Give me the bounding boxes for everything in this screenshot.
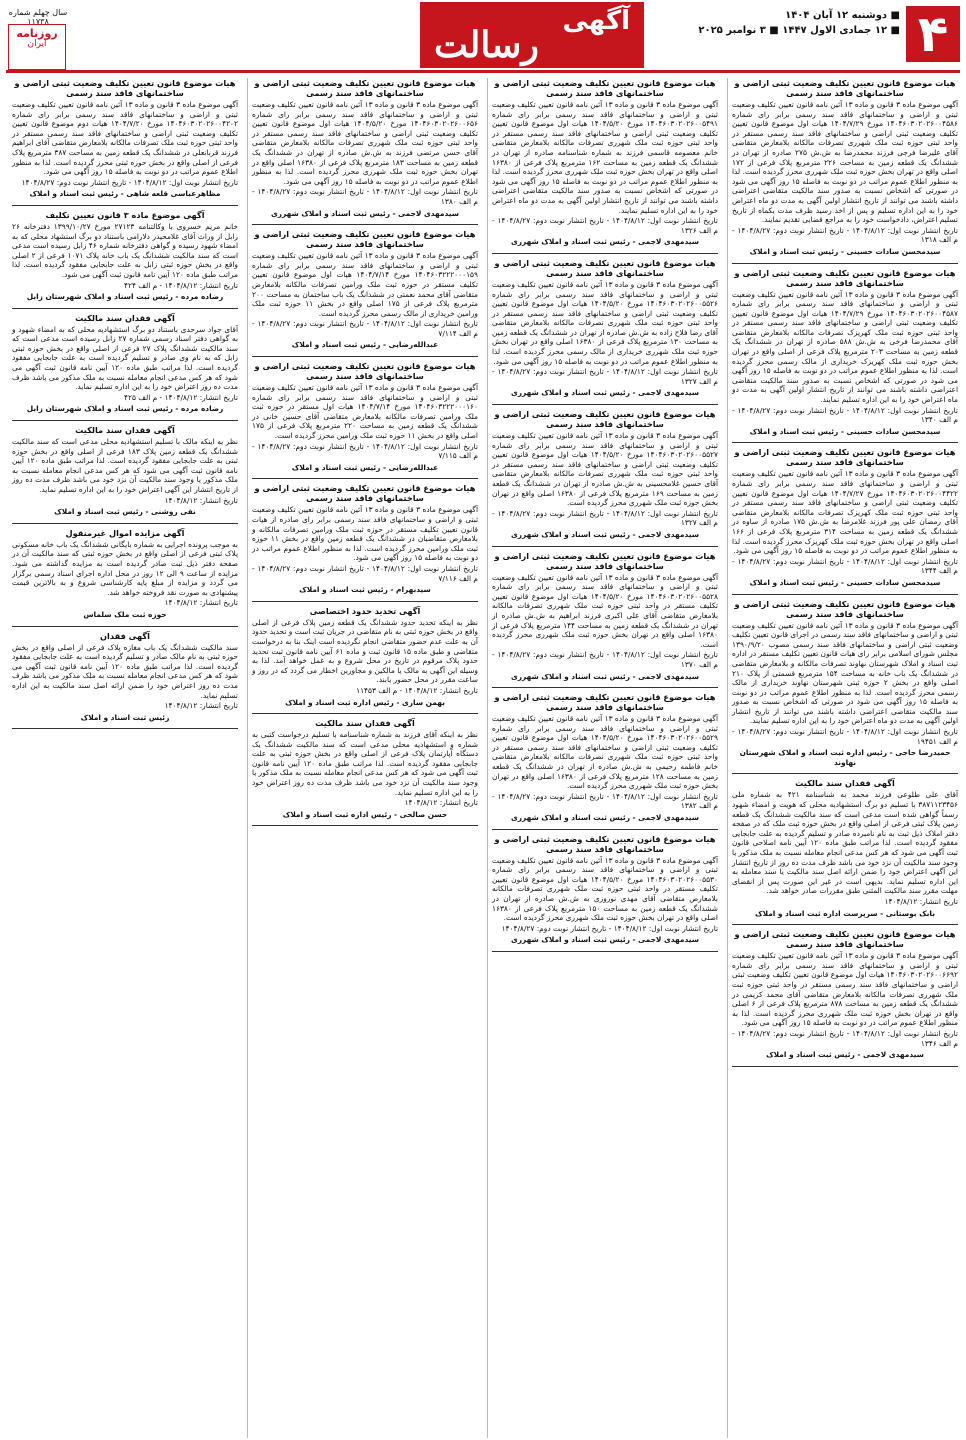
notice-signature: رئیس ثبت اسناد و املاک [80,712,170,722]
date-line-2: ■ ۱۲ جمادی الاول ۱۴۴۷ ■ ۳ نوامبر ۲۰۲۵ [698,25,900,36]
notice-dates: تاریخ انتشار: ۱۴۰۴/۸/۱۲ - م الف ۴۲۵ [124,392,238,402]
notice-signature: نقی روشنی - رئیس ثبت اسناد و املاک [54,507,196,517]
notice-signature: سیدبهرام - رئیس ثبت اسناد و املاک [299,585,431,595]
notice-title: هیات موضوع قانون تعیین تکلیف وضعیت ثبتی اراضی و ساختمانهای فاقد سند رسمی [734,267,956,288]
notice-signature: سیدمهدی لاجمی - رئیس ثبت اسناد و املاک شهرری [510,813,700,823]
legal-notice [492,551,718,682]
notice-signature: رضاده مرده - رئیس ثبت اسناد و املاک شهرستان زابل [26,292,224,302]
notice-title: آگهی موضوع ماده ۳ قانون تعیین تکلیف [45,209,205,220]
notice-signature: سیدمحسن سادات حسینی - رئیس ثبت اسناد و املاک [749,246,941,256]
notice-body: آگهی موضوع ماده ۳ قانون و ماده ۱۳ آئین نامه قانون تعیین تکلیف وضعیت ثبتی و اراضی و ساختمانهای فاقد سند رسمی برابر رای شماره ۱۴۰۴۶۰۳۰۲۰۲۶۰۰۶۶۹۲ هیات اول موضوع قانون تعیین تکلیف وضعیت ثبتی اراضی و ساختمانهای فاقد سند رسمی مستقر در واحد ثبتی حوزه ثبت ملک شهرری تصرفات مالکانه بلامعارض متقاضی آقای محمد کریمی در ششدانگ یک قطعه زمین به مساحت ۸۷۸ مترمربع پلاک فرعی از ۶ اصلی واقع در تهران بخش حوزه ثبت ملک شهرری محرز گردیده است. لذا به منظور اطلاع عموم مراتب در دو نوبت به فاصله ۱۵ روز آگهی می شود. [732,951,958,1028]
notice-body: آگهی موضوع ماده ۳ قانون و ماده ۱۳ آئین نامه قانون تعیین تکلیف وضعیت ثبتی و اراضی و ساختمانهای فاقد سند رسمی برابر رای شماره ۱۴۰۴۶۰۳۰۲۰۲۶۰۰۶۵۶ مورخ ۱۴۰۴/۵/۲۰ هیات اول موضوع قانون تعیین تکلیف وضعیت ثبتی اراضی و ساختمانهای فاقد سند رسمی مستقر در واحد ثبتی حوزه ثبت ملک شهرری تصرفات مالکانه بلامعارض متقاضی آقای حسن مرتضی فرزند به ش.ش صادره از تهران در ششدانگ یک قطعه زمین به مساحت ۱۸۳ مترمربع پلاک فرعی از ۱۶۳۸۰ اصلی واقع در تهران بخش حوزه ثبت ملک شهرری محرز گردیده است. لذا به منظور اطلاع عموم مراتب در دو نوبت به فاصله ۱۵ روز آگهی می شود. [252,100,478,186]
notice-body: نظر به اینکه مالک با تسلیم استشهادیه محلی مدعی است که سند مالکیت ششدانگ یک قطعه زمین پلاک ۱۸۳ فرعی از اصلی واقع در بخش حوزه ثبتی به علت جابجایی مفقود گردیده است. لذا مراتب طبق ماده ۱۲۰ آیین نامه قانون ثبت آگهی می شود که هر کس مدعی انجام معامله نسبت به ملک مذکور یا وجود سند مالکیت آن نزد خود می باشد ظرف مدت ده روز از تاریخ انتشار این آگهی اعتراض خود را به این اداره تسلیم نماید. [12,437,238,494]
legal-notice [252,229,478,350]
notice-divider [492,253,718,254]
column-3 [247,78,482,1438]
notice-body: آگهی موضوع ماده ۳ قانون و ماده ۱۳ آئین نامه قانون تعیین تکلیف وضعیت ثبتی و اراضی و ساختمانهای فاقد سند رسمی برابر رای شماره ۱۴۰۴۶۰۳۰۲۰۲۶۰۰۵۵۲۸ مورخ ۱۴۰۴/۵/۲۰ هیات اول موضوع قانون تعیین تکلیف مستقر در واحد ثبتی حوزه ثبت ملک شهرری تصرفات مالکانه بلامعارض متقاضی آقای علی اکبری فرزند ابراهیم به ش.ش صادره از تهران در ششدانگ یک قطعه زمین به مساحت ۱۴۴ مترمربع پلاک فرعی از ۱۶۳۸۰ اصلی واقع در تهران بخش حوزه ثبت ملک شهرری محرز گردیده است. [492,572,718,649]
notice-title: هیات موضوع قانون تعیین تکلیف وضعیت ثبتی اراضی و ساختمانهای فاقد سند رسمی [254,483,476,504]
notice-body: آقای جواد سرحدی باستناد دو برگ استشهادیه محلی که به امضاء شهود و به گواهی دفتر اسناد رسمی شماره ۲۷ زابل رسیده است مدعی است که سند مالکیت ششدانگ پلاک ۲۷ فرعی از اصلی واقع در بخش حوزه ثبتی زابل که به نام وی صادر و تسلیم گردیده است به علت جابجایی مفقود گردیده است. لذا مراتب طبق ماده ۱۲۰ آیین نامه قانون ثبت آگهی می شود که هر کس مدعی انجام معامله نسبت به ملک مذکور می باشد ظرف مدت ده روز اعتراض خود را به این اداره تسلیم نماید. [12,324,238,392]
notice-dates: تاریخ انتشار نوبت اول: ۱۴۰۴/۸/۱۲ - تاریخ انتشار نوبت دوم: ۱۴۰۴/۸/۲۷ - م الف ۱۳۷۰ [492,650,718,669]
notice-dates: تاریخ انتشار نوبت اول: ۱۴۰۴/۸/۱۲ - تاریخ انتشار نوبت دوم: ۱۴۰۴/۸/۲۷ - م الف ۷/۱۱۶ [252,563,478,583]
notice-dates: تاریخ انتشار نوبت اول: ۱۴۰۴/۸/۱۲ - تاریخ انتشار نوبت دوم: ۱۴۰۴/۸/۲۷ [501,923,718,933]
legal-notice [492,409,718,540]
notice-dates: تاریخ انتشار: ۱۴۰۴/۸/۱۲ [164,495,238,505]
notice-body: نظر به اینکه آقای فرزند به شماره شناسنامه با تسلیم درخواست کتبی به شماره و استشهادیه محلی مدعی است که سند مالکیت ششدانگ یک دستگاه آپارتمان پلاک فرعی از اصلی واقع در بخش حوزه ثبتی به علت جابجایی مفقود گردیده است. لذا مراتب طبق ماده ۱۲۰ آیین نامه قانون ثبت آگهی می شود که هر کس مدعی انجام معامله نسبت به ملک مذکور یا وجود سند مالکیت آن نزد خود می باشد ظرف مدت ده روز اعتراض خود را به این اداره تسلیم نماید. [252,730,478,797]
legal-notice [252,606,478,707]
notice-title: هیات موضوع قانون تعیین تکلیف وضعیت ثبتی اراضی و ساختمانهای فاقد سند رسمی [494,409,716,430]
notice-dates: تاریخ انتشار: ۱۴۰۴/۸/۱۲ [404,798,478,808]
notice-body: آگهی موضوع ماده ۳ قانون و ماده ۱۳ آئین نامه قانون تعیین تکلیف وضعیت ثبتی و اراضی و ساختمانهای فاقد سند رسمی برابر رای شماره ۱۴۰۴۶۰۳۰۲۰۲۶۰۰۵۵۲۹ مورخ ۱۴۰۴/۵/۲۰ هیات اول موضوع قانون تعیین تکلیف وضعیت ثبتی اراضی و ساختمانهای فاقد سند رسمی مستقر در واحد ثبتی حوزه ثبت ملک شهرری تصرفات مالکانه بلامعارض متقاضی خانم فاطمه رحیمی به ش.ش صادره از تهران در ششدانگ یک قطعه زمین به مساحت ۱۲۸ مترمربع پلاک فرعی از ۱۶۳۸۰ اصلی واقع در تهران بخش حوزه ثبت ملک شهرری محرز گردیده است. [492,714,718,791]
issue-number: سال چهلم شماره ۱۱۷۳۸ [8,8,68,26]
legal-notice [12,528,238,620]
legal-notice [492,834,718,945]
notice-title: هیات موضوع قانون تعیین تکلیف وضعیت ثبتی اراضی و ساختمانهای فاقد سند رسمی [494,833,716,854]
notice-divider [252,713,478,714]
masthead-rule [6,70,960,73]
legal-notice [492,258,718,398]
notice-divider [492,404,718,405]
section-title: آگهی [562,6,630,36]
notice-dates: تاریخ انتشار: ۱۴۰۴/۸/۱۲ [164,598,238,608]
notice-title: هیات موضوع قانون تعیین تکلیف وضعیت ثبتی اراضی و ساختمانهای فاقد سند رسمی [494,78,716,98]
legal-notice [732,778,958,918]
legal-notice [252,718,478,819]
notice-title: هیات موضوع قانون تعیین تکلیف وضعیت ثبتی اراضی و ساختمانهای فاقد سند رسمی [254,361,476,382]
notice-divider [252,825,478,826]
logo-line-2: ایران [27,39,47,49]
notice-signature: حسن صالحی - رئیس اداره ثبت اسناد و املاک [282,809,448,819]
notice-signature: عبدالله‌رضایی - رئیس ثبت اسناد و املاک [291,462,439,472]
notice-signature: مظاهرعباسی قلعه شاهی - رئیس ثبت اسناد و املاک [29,189,221,199]
notice-divider [732,924,958,925]
notice-dates: تاریخ انتشار نوبت اول: ۱۴۰۴/۸/۱۲ - تاریخ انتشار نوبت دوم: ۱۴۰۴/۸/۲۷ - م الف ۱۳۸۲ [492,791,718,811]
notice-body: آگهی موضوع ماده ۳ قانون و ماده ۱۳ آئین نامه قانون تعیین تکلیف وضعیت ثبتی و اراضی و ساختمانهای فاقد سند رسمی برابر رای شماره ۱۴۰۴۶۰۳۲۲۲۰۰۰۱۵۹ مورخ ۱۴۰۴/۷/۱۴ هیات اول موضوع قانون تعیین تکلیف مستقر در حوزه ثبت ملک ورامین تصرفات مالکانه بلامعارض متقاضی آقای محمد نعمتی در ششدانگ یک باب ساختمان به مساحت ۲۰۰ مترمربع پلاک فرعی از ۱۷۵ اصلی واقع در بخش ۱۱ حوزه ثبت ملک ورامین خریداری از مالک رسمی محرز گردیده است. [252,251,478,318]
notice-divider [732,1066,958,1067]
notice-signature: سیدمهدی لاجمی - رئیس ثبت اسناد و املاک [766,1050,924,1060]
notice-dates: تاریخ انتشار نوبت اول: ۱۴۰۴/۸/۱۲ - تاریخ انتشار نوبت دوم: ۱۴۰۴/۸/۲۷ - م الف ۱۳۲۷ [492,508,718,528]
notice-title: آگهی مزایده اموال غیرمنقول [65,527,185,538]
notice-divider [732,442,958,443]
notice-body: آگهی موضوع ماده ۳ قانون و ماده ۱۳ آئین نامه قانون تعیین تکلیف وضعیت ثبتی و اراضی و ساختمانهای فاقد سند رسمی برابر رای شماره ۱۴۰۴۶۰۳۰۲۰۲۶۰۰۵۵۲۷ مورخ ۱۴۰۴/۵/۲۰ هیات اول موضوع قانون تعیین تکلیف وضعیت ثبتی اراضی و ساختمانهای فاقد سند رسمی مستقر در واحد ثبتی حوزه ثبت ملک شهرری تصرفات مالکانه بلامعارض متقاضی آقای حسین غلامحسینی به ش.ش صادره از تهران در ششدانگ یک قطعه زمین به مساحت ۱۶۹ مترمربع پلاک فرعی از ۱۶۳۸۰ اصلی واقع در تهران بخش حوزه ثبت ملک شهرری محرز گردیده است. [492,431,718,508]
notice-body: نظر به اینکه تحدید حدود ششدانگ یک قطعه زمین پلاک فرعی از اصلی واقع در بخش حوزه ثبتی به نام متقاضی در جریان ثبت است و تحدید حدود آن به علت عدم حضور متقاضی انجام نگردیده است اینک بنا به درخواست متقاضی و طبق ماده ۱۵ قانون ثبت و ماده ۶۱ آیین نامه قانون ثبت تحدید حدود پلاک مرقوم در تاریخ در محل شروع و به عمل خواهد آمد. لذا به وسیله این آگهی به مالک یا مالکین و مجاورین اخطار می گردد که در روز و ساعت مقرر در محل حضور یابند. [252,617,479,685]
notice-dates: تاریخ انتشار نوبت اول: ۱۴۰۴/۸/۱۲ - تاریخ انتشار نوبت دوم: ۱۴۰۴/۸/۲۷ - م الف ۷/۱۱۴ [252,319,478,338]
notice-divider [12,523,238,524]
legal-notice [732,78,958,257]
notice-divider [252,478,478,479]
notice-signature: سیدمهدی لاجمی - رئیس ثبت اسناد و املاک شهرری [510,935,700,945]
notice-title: هیات موضوع قانون تعیین تکلیف وضعیت ثبتی اراضی و ساختمانهای فاقد سند رسمی [734,929,956,950]
notice-signature: سیدمهدی لاجمی - رئیس ثبت اسناد و املاک شهرری [270,208,460,218]
page-number: ۴ [906,6,960,62]
date-block [670,8,900,38]
legal-notice [252,483,478,594]
notice-signature: سیدمهدی لاجمی - رئیس ثبت اسناد و املاک شهرری [510,237,700,247]
notice-body: به موجب پرونده اجرایی به شماره بایگانی ششدانگ یک باب خانه مسکونی پلاک ثبتی فرعی از اصلی واقع در بخش حوزه ثبتی که سند مالکیت آن در صفحه دفتر ذیل ثبت صادر گردیده است به مزایده گذاشته می شود. مزایده از ساعت ۹ الی ۱۲ روز در محل اداره اجرای اسناد رسمی برگزار می گردد و مزایده از مبلغ پایه کارشناسی شروع و به بالاترین قیمت پیشنهادی به صورت نقد فروخته خواهد شد. [12,539,238,597]
notice-divider [12,728,238,729]
notice-body: آگهی موضوع ماده ۳ قانون و ماده ۱۳ آئین نامه قانون تعیین تکلیف وضعیت ثبتی و اراضی و ساختمانهای فاقد سند رسمی برابر رای شماره ۱۴۰۴۶۰۳۰۲۰۲۶۰۰۵۴۹۱ مورخ ۱۴۰۴/۵/۲۰ هیات اول موضوع قانون تعیین تکلیف وضعیت ثبتی اراضی و ساختمانهای فاقد سند رسمی مستقر در واحد ثبتی حوزه ثبت ملک شهرری تصرفات مالکانه بلامعارض متقاضی خانم معصومه قاسمی فرزند به شماره شناسنامه صادره از تهران در ششدانگ یک قطعه زمین به مساحت ۱۶۲ مترمربع پلاک فرعی از ۱۶۳۸۰ اصلی واقع در تهران بخش حوزه ثبت ملک شهرری محرز گردیده است. لذا به منظور اطلاع عموم مراتب در دو نوبت به فاصله ۱۵ روز آگهی می شود در صورتی که اشخاص نسبت به صدور سند مالکیت متقاضی اعتراضی داشته باشند می توانند از تاریخ انتشار اولین آگهی به مدت دو ماه اعتراض خود را به این اداره تسلیم نمایند. [492,100,718,215]
notice-title: هیات موضوع قانون تعیین تکلیف وضعیت ثبتی اراضی و ساختمانهای فاقد سند رسمی [494,550,716,571]
legal-notice [12,425,238,517]
notice-signature: سیدمهدی لاجمی - رئیس ثبت اسناد و املاک شهرری [510,388,700,398]
notice-title: هیات موضوع قانون تعیین تکلیف وضعیت ثبتی اراضی و ساختمانهای فاقد سند رسمی [734,598,956,619]
masthead [0,0,966,72]
notice-body: آگهی موضوع ماده ۳ قانون و ماده ۱۳ آئین نامه قانون تعیین تکلیف وضعیت ثبتی و اراضی و ساختمانهای فاقد سند رسمی برابر رای شماره ۱۴۰۴۶۰۳۰۲۰۲۶۰۰۴۵۸۷ مورخ ۱۴۰۴/۷/۲۹ هیات اول موضوع قانون تعیین تکلیف وضعیت ثبتی اراضی و ساختمانهای فاقد سند رسمی مستقر در واحد ثبتی حوزه ثبت ملک کهریزک تصرفات مالکانه بلامعارض متقاضی آقای محمدرضا فرخی به ش.ش ۵۸۸ صادره از تهران در ششدانگ یک قطعه زمین به مساحت ۲۰۳ مترمربع پلاک فرعی از اصلی واقع در تهران بخش حوزه ثبت ملک کهریزک خریداری از مالک رسمی محرز گردیده است. لذا به منظور اطلاع عموم مراتب در دو نوبت به فاصله ۱۵ روز آگهی می شود در صورتی که اشخاص نسبت به صدور سند مالکیت متقاضی اعتراضی داشته باشند می توانند از تاریخ انتشار اولین آگهی به مدت دو ماه اعتراض خود را به این اداره تسلیم نمایند. [732,289,958,405]
notice-title: هیات موضوع قانون تعیین تکلیف وضعیت ثبتی اراضی و ساختمانهای فاقد سند رسمی [254,78,476,98]
notice-signature: بهمن ساری - رئیس اداره ثبت اسناد و املاک [285,697,445,707]
notice-signature: سیدمحسن سادات حسینی - رئیس ثبت اسناد و املاک [749,426,941,436]
legal-notice [492,692,718,823]
notice-body: خانم مریم خسروی با وکالتنامه ۲۷۱۲۳ مورخ ۱۳۹۹/۱۰/۲۷ دفترخانه ۲۶ زابل از وراث آقای غلامحیدر دلارامی باستناد دو برگ استشهاد محلی که به امضاء شهود رسیده و گواهی دفترخانه شماره ۴۶ زابل رسیده است مدعی است که سند مالکیت ششدانگ یک باب خانه پلاک ۱۰۷۱ فرعی از ۲ اصلی واقع در بخش حوزه ثبتی زابل به علت جابجایی مفقود گردیده است. لذا مراتب طبق ماده ۱۲۰ آیین نامه قانون ثبت آگهی می شود. [12,221,238,279]
legal-notice [252,78,478,218]
legal-notice [732,929,958,1060]
legal-notice [12,313,238,414]
notice-dates: تاریخ انتشار نوبت اول: ۱۴۰۴/۸/۱۲ - تاریخ انتشار نوبت دوم: ۱۴۰۴/۸/۲۷ - م الف ۱۳۴۰ [732,405,958,425]
notice-body: آگهی موضوع ماده ۳ قانون و ماده ۱۳ آئین نامه قانون تعیین تکلیف وضعیت ثبتی و اراضی و ساختمانهای فاقد سند رسمی برابر رای شماره ۱۴۰۴۶۰۳۰۲۰۲۶۰۰۴۵۸۶ مورخ ۱۴۰۴/۷/۲۹ هیات اول موضوع قانون تعیین تکلیف وضعیت ثبتی اراضی و ساختمانهای فاقد سند رسمی مستقر در واحد ثبتی حوزه ثبت ملک شهرری تصرفات مالکانه بلامعارض متقاضی آقای علیرضا فرجی فرزند محمدرضا به ش.ش ۲۷۵ صادره از تهران در ششدانگ یک قطعه زمین به مساحت ۲۲۶ مترمربع پلاک فرعی از ۱۷۲ اصلی واقع در تهران بخش حوزه ثبت ملک شهرری محرز گردیده است. لذا به منظور اطلاع عموم مراتب در دو نوبت به فاصله ۱۵ روز آگهی می شود در صورتی که اشخاص نسبت به صدور سند مالکیت متقاضی اعتراضی داشته باشند می توانند از تاریخ انتشار اولین آگهی به مدت دو ماه اعتراض خود را به این اداره تسلیم و پس از اخذ رسید ظرف مدت یکماه از تاریخ تسلیم اعتراض، دادخواست خود را به مراجع قضایی تقدیم نمایند. [732,100,958,225]
notice-divider [492,951,718,952]
logo-line-1: روزنامه [16,27,58,40]
notice-dates: تاریخ انتشار نوبت اول: ۱۴۰۴/۸/۱۲ - تاریخ انتشار نوبت دوم: ۱۴۰۴/۸/۲۷ - م الف ۱۹۴۵۱ [732,727,958,746]
ad-columns [4,78,962,1438]
legal-notice [12,631,238,723]
notice-divider [12,626,238,627]
notice-body: سند مالکیت ششدانگ یک باب مغازه پلاک فرعی از اصلی واقع در بخش حوزه ثبتی به نام مالک صادر و تسلیم گردیده است به علت جابجایی مفقود گردیده است. لذا مراتب طبق ماده ۱۲۰ آیین نامه قانون ثبت آگهی می شود که هر کس مدعی انجام معامله نسبت به ملک مذکور می باشد ظرف مدت ده روز اعتراض خود را ضمن ارائه اصل سند مالکیت به این اداره تسلیم نماید. [12,642,238,700]
notice-title: هیات موضوع قانون تعیین تکلیف وضعیت ثبتی اراضی و ساختمانهای فاقد سند رسمی [494,257,716,278]
notice-dates: تاریخ انتشار: ۱۴۰۴/۸/۱۲ - م الف ۱۱۴۵۳ [356,685,478,695]
notice-signature: حمیدرضا حاجی - رئیس اداره ثبت اسناد و املاک شهرستان نهاوند [739,748,951,767]
notice-body: آگهی موضوع ماده ۳ قانون و ماده ۱۳ آئین نامه قانون تعیین تکلیف وضعیت ثبتی و اراضی و ساختمانهای فاقد سند رسمی برابر رای شماره ۱۴۰۴۶۰۳۰۲۰۲۶۰۰۴۴۲۲ مورخ ۱۴۰۴/۷/۲۷ هیات اول موضوع قانون تعیین تکلیف وضعیت ثبتی اراضی و ساختمانهای فاقد سند رسمی مستقر در واحد ثبتی حوزه ثبت ملک کهریزک تصرفات مالکانه بلامعارض متقاضی آقای رمضان علی پور فرزند غلامرضا به ش.ش ۱۷۵ صادره از ساوه در ششدانگ یک قطعه زمین به مساحت ۳۱۴ مترمربع پلاک فرعی از ۱۶۶ اصلی واقع در تهران بخش حوزه ثبت ملک کهریزک محرز گردیده است. لذا به منظور اطلاع عموم مراتب در دو نوبت به فاصله ۱۵ روز آگهی می شود. [732,469,958,556]
notice-dates: تاریخ انتشار نوبت اول: ۱۴۰۴/۸/۱۲ - تاریخ انتشار نوبت دوم: ۱۴۰۴/۸/۲۷ - م الف ۱۳۲۶ [492,216,718,235]
notice-title: هیات موضوع قانون تعیین تکلیف وضعیت ثبتی اراضی و ساختمانهای فاقد سند رسمی [734,447,956,468]
notice-divider [732,773,958,774]
notice-divider [12,420,238,421]
notice-signature: رضاده مرده - رئیس ثبت اسناد و املاک شهرستان زابل [26,404,224,414]
date-line-1: ■ دوشنبه ۱۲ آبان ۱۴۰۴ [785,10,900,21]
notice-title: هیات موضوع قانون تعیین تکلیف وضعیت ثبتی اراضی و ساختمانهای فاقد سند رسمی [494,692,716,713]
notice-title: هیات موضوع قانون تعیین تکلیف وضعیت ثبتی اراضی و ساختمانهای فاقد سند رسمی [14,78,236,98]
notice-dates: تاریخ انتشار: ۱۴۰۴/۸/۱۲ - م الف ۴۲۴ [124,280,238,290]
notice-divider [12,308,238,309]
notice-body: آگهی موضوع ماده ۳ قانون و ماده ۱۳ آئین نامه قانون تعیین تکلیف وضعیت ثبتی و اراضی و ساختمانهای فاقد سند رسمی در اجرای قانون تعیین تکلیف وضعیت ثبتی اراضی و ساختمانهای فاقد سند رسمی مصوب ۱۳۹۰/۹/۲۰ مجلس شورای اسلامی برابر رای هیات قانون تعیین تکلیف مستقر در اداره ثبت اسناد و املاک شهرستان نهاوند تصرفات مالکانه و بلامعارض متقاضی در ششدانگ یک باب خانه به مساحت ۱۵۴ مترمربع قسمتی از پلاک ۲۱۰ اصلی واقع در بخش ۲ حوزه ثبتی شهرستان نهاوند خریداری از مالک رسمی محرز گردیده است. لذا به منظور اطلاع عموم مراتب در دو نوبت به فاصله ۱۵ روز آگهی می شود در صورتی که اشخاص نسبت به صدور سند مالکیت متقاضی اعتراضی داشته باشند می توانند از تاریخ انتشار اولین آگهی به مدت دو ماه اعتراض خود را به این اداره تسلیم نمایند. [732,620,958,726]
notice-body: آگهی موضوع ماده ۳ قانون و ماده ۱۳ آئین نامه قانون تعیین تکلیف وضعیت ثبتی و اراضی و ساختمانهای فاقد سند رسمی برابر رای صادره از هیات قانون تعیین تکلیف مستقر در حوزه ثبت ملک ورامین تصرفات مالکانه و بلامعارض متقاضیان در ششدانگ یک قطعه زمین واقع در بخش ۱۱ حوزه ثبت ملک ورامین محرز گردیده است. لذا به منظور اطلاع عموم مراتب در دو نوبت به فاصله ۱۵ روز آگهی می شود. [252,505,478,563]
notice-dates: تاریخ انتشار نوبت اول: ۱۴۰۴/۸/۱۲ - تاریخ انتشار نوبت دوم: ۱۴۰۴/۸/۲۷ - م الف ۱۳۸۰ [252,187,478,206]
notice-title: آگهی فقدان [100,630,150,641]
notice-dates: تاریخ انتشار: ۱۴۰۴/۸/۱۲ [164,701,238,711]
notice-title: آگهی فقدان سند مالکیت [795,778,895,789]
notice-dates: تاریخ انتشار نوبت اول: ۱۴۰۴/۸/۱۲ - تاریخ انتشار نوبت دوم: ۱۴۰۴/۸/۲۷ - م الف ۱۳۲۷ [492,367,718,386]
notice-signature: سیدمهدی لاجمی - رئیس ثبت اسناد و املاک شهرری [510,529,700,539]
notice-body: آقای علی طلوعی فرزند محمد به شناسنامه ۴۲۱ به شماره ملی ۳۸۷۱۱۲۳۴۵۶ با تسلیم دو برگ استشهادیه محلی که هویت و امضاء شهود رسماً گواهی شده است مدعی است که سند مالکیت ششدانگ یک قطعه زمین پلاک ثبتی فرعی از اصلی واقع در بخش حوزه ثبت ملک که در صفحه دفتر املاک ذیل ثبت به نام نامبرده صادر و تسلیم گردیده به علت جابجایی مفقود گردیده است. لذا مراتب طبق ماده ۱۲۰ آیین نامه اصلاحی قانون ثبت آگهی می شود که هر کس مدعی انجام معامله نسبت به ملک مذکور یا وجود سند مالکیت آن نزد خود می باشد ظرف مدت ده روز از تاریخ انتشار این آگهی اعتراض خود را ضمن ارائه اصل سند مالکیت یا سند معامله به این اداره تسلیم نماید. بدیهی است در غیر این صورت پس از انقضای مهلت مقرر سند مالکیت المثنی طبق مقررات صادر خواهد شد. [732,790,958,896]
notice-dates: تاریخ انتشار: ۱۴۰۴/۸/۱۲ [884,896,958,906]
notice-signature: بابک بوستانی - سرپرست اداره ثبت اسناد و املاک [755,908,935,918]
notice-divider [732,594,958,595]
notice-title: آگهی فقدان سند مالکیت [75,312,175,323]
notice-divider [492,687,718,688]
notice-body: آگهی موضوع ماده ۳ قانون و ماده ۱۳ آئین نامه قانون تعیین تکلیف وضعیت ثبتی و اراضی و ساختمانهای فاقد سند رسمی برابر رای شماره ۱۴۰۴۶۰۳۰۲۰۲۶۰۰۵۵۲۶ مورخ ۱۴۰۴/۵/۲۰ هیات اول موضوع قانون تعیین تکلیف وضعیت ثبتی اراضی و ساختمانهای فاقد سند رسمی مستقر در واحد ثبتی حوزه ثبت ملک شهرری تصرفات مالکانه بلامعارض متقاضی آقای رضا فلاح زاده به ش.ش صادره از تهران در ششدانگ یک قطعه زمین به مساحت ۱۳۰ مترمربع پلاک فرعی از ۱۶۳۸۰ اصلی واقع در تهران بخش حوزه ثبت ملک شهرری خریداری از مالک رسمی محرز گردیده است. لذا به منظور اطلاع عموم مراتب در دو نوبت به فاصله ۱۵ روز آگهی می شود. [492,279,718,366]
legal-notice [732,268,958,437]
legal-notice [252,361,478,472]
notice-divider [492,829,718,830]
notice-body: آگهی موضوع ماده ۳ قانون و ماده ۱۳ آئین نامه قانون تعیین تکلیف وضعیت ثبتی و اراضی و ساختمانهای فاقد سند رسمی برابر رای شماره ۱۴۰۴۶۰۳۰۲۰۲۶۰۰۵۵۳۰ مورخ ۱۴۰۴/۵/۲۰ هیات اول موضوع قانون تعیین تکلیف مستقر در واحد ثبتی حوزه ثبت ملک شهرری تصرفات مالکانه بلامعارض متقاضی آقای مهدی نوروزی به ش.ش صادره از تهران در ششدانگ یک قطعه زمین به مساحت ۱۵۰ مترمربع پلاک فرعی از ۱۶۳۸۰ اصلی واقع در تهران بخش حوزه ثبت ملک شهرری محرز گردیده است. [492,855,718,923]
legal-notice [732,447,958,587]
notice-dates: تاریخ انتشار نوبت اول: ۱۴۰۴/۸/۱۲ - تاریخ انتشار نوبت دوم: ۱۴۰۴/۸/۲۷ [21,177,238,187]
notice-dates: تاریخ انتشار نوبت اول: ۱۴۰۴/۸/۱۲ - تاریخ انتشار نوبت دوم: ۱۴۰۴/۸/۲۷ - م الف ۱۳۴۶ [732,1028,958,1048]
column-1 [727,78,962,1438]
notice-title: آگهی فقدان سند مالکیت [315,718,415,729]
section-banner [420,2,644,68]
notice-signature: سیدمحسن سادات حسینی - رئیس ثبت اسناد و املاک [749,577,941,587]
notice-body: آگهی موضوع ماده ۳ قانون و ماده ۱۳ آئین نامه قانون تعیین تکلیف وضعیت ثبتی و اراضی و ساختمانهای فاقد سند رسمی برابر رای شماره ۱۴۰۴۶۰۳۲۲۲۰۰۰۱۶۰ مورخ ۱۴۰۴/۷/۱۴ هیات اول مستقر در حوزه ثبت ملک ورامین تصرفات مالکانه بلامعارض متقاضی آقای حسین خانی در ششدانگ یک قطعه زمین به مساحت ۲۲۰ مترمربع پلاک فرعی از ۱۷۵ اصلی واقع در بخش ۱۱ حوزه ثبت ملک ورامین محرز گردیده است. [252,383,478,441]
notice-title: آگهی فقدان سند مالکیت [75,425,175,436]
legal-notice [492,78,718,247]
notice-dates: تاریخ انتشار نوبت اول: ۱۴۰۴/۸/۱۲ - تاریخ انتشار نوبت دوم: ۱۴۰۴/۸/۲۷ - م الف ۷/۱۱۵ [252,441,478,461]
notice-signature: سیدمهدی لاجمی - رئیس ثبت اسناد و املاک شهرری [510,671,700,681]
notice-divider [252,601,478,602]
notice-dates: تاریخ انتشار نوبت اول: ۱۴۰۴/۸/۱۲ - تاریخ انتشار نوبت دوم: ۱۴۰۴/۸/۲۷ - م الف ۱۳۴۴ [732,556,958,576]
paper-name: رسالت [434,24,539,66]
notice-divider [732,263,958,264]
notice-divider [12,205,238,206]
notice-signature: عبدالله‌رضایی - رئیس ثبت اسناد و املاک [291,340,439,350]
notice-body: آگهی موضوع ماده ۳ قانون و ماده ۱۳ آئین نامه قانون تعیین تکلیف وضعیت ثبتی و اراضی و ساختمانهای فاقد سند رسمی برابر رای شماره ۱۴۰۴۶۰۳۰۲۰۲۶۰۰۴۲۰۲ مورخ ۱۴۰۴/۷/۲۰ هیات دوم موضوع قانون تعیین تکلیف وضعیت ثبتی اراضی و ساختمانهای فاقد سند رسمی مستقر در واحد ثبتی حوزه ثبت ملک تصرفات مالکانه بلامعارض متقاضی آقای ابراهیم فرزند قربانعلی در ششدانگ یک قطعه زمین به مساحت ۳۸۷ مترمربع پلاک فرعی از اصلی واقع در بخش حوزه ثبتی محرز گردیده است. لذا به منظور اطلاع عموم مراتب در دو نوبت به فاصله ۱۵ روز آگهی می شود. [12,100,238,177]
legal-notice [732,599,958,768]
notice-signature: حوزه ثبت ملک سلماس [83,609,167,619]
notice-dates: تاریخ انتشار نوبت اول: ۱۴۰۴/۸/۱۲ - تاریخ انتشار نوبت دوم: ۱۴۰۴/۸/۲۷ - م الف ۱۳۱۸ [732,225,958,245]
notice-title: هیات موضوع قانون تعیین تکلیف وضعیت ثبتی اراضی و ساختمانهای فاقد سند رسمی [734,78,956,98]
notice-divider [252,224,478,225]
column-4 [8,78,242,1438]
legal-notice [12,78,238,199]
notice-title: هیات موضوع قانون تعیین تکلیف وضعیت ثبتی اراضی و ساختمانهای فاقد سند رسمی [254,229,476,250]
column-2 [487,78,722,1438]
paper-logo [8,24,66,70]
legal-notice [12,210,238,302]
notice-divider [252,356,478,357]
notice-divider [492,546,718,547]
notice-title: آگهی تحدید حدود اختصاصی [309,605,421,616]
